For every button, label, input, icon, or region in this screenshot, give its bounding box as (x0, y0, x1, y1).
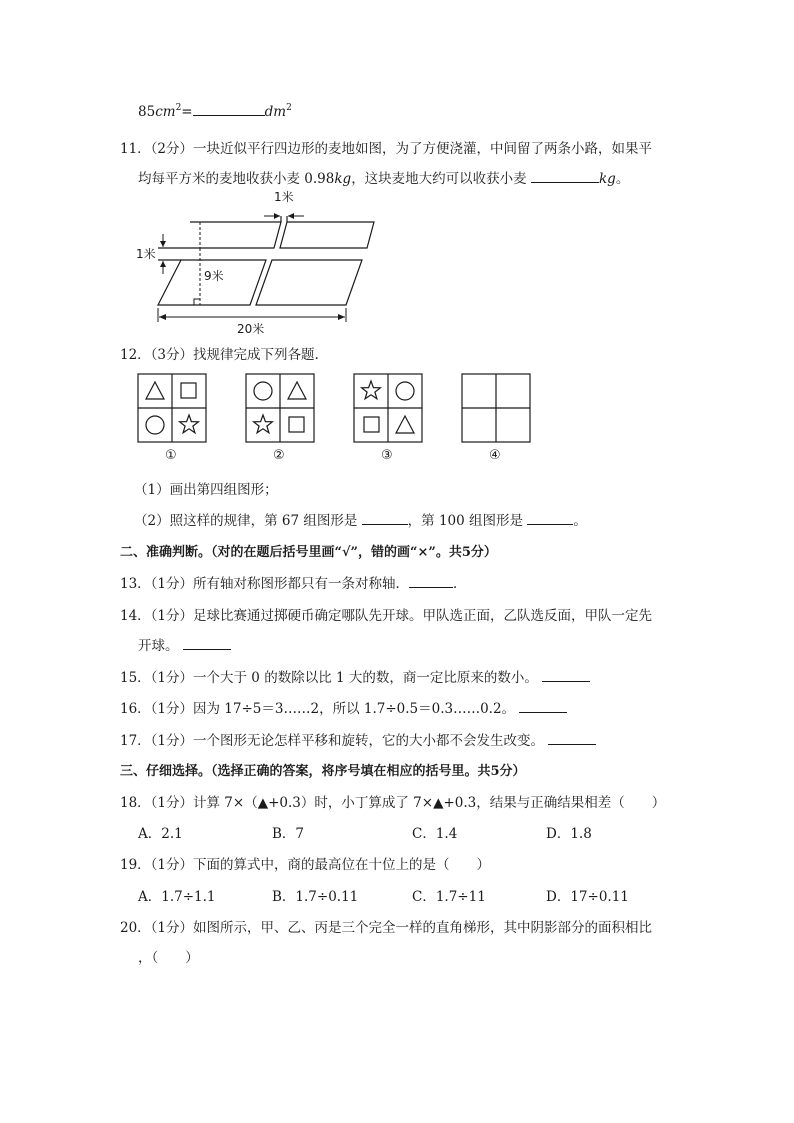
q10-unit-conversion: $85cm^2= dm^2$ (138, 103, 292, 120)
q20-line2: ，（ ） (138, 950, 199, 966)
triangle-shape (146, 382, 164, 399)
label-height: 9米 (204, 269, 224, 283)
answer-blank[interactable] (531, 170, 599, 183)
q20-line1: 20．（1分）如图所示，甲、乙、丙是三个完全一样的直角梯形，其中阴影部分的面积相比 (120, 920, 653, 936)
field-piece-bottom-right (256, 260, 362, 305)
q19-text: 19．（1分）下面的算式中，商的最高位在十位上的是（ ） (120, 857, 491, 873)
pattern-group-1 (138, 374, 206, 442)
field-piece-top-left (165, 222, 190, 248)
q19-option-a[interactable]: A．1.7÷1.1 (138, 889, 216, 905)
answer-blank[interactable] (548, 732, 596, 745)
q11-text-line2: 均每平方米的麦地收获小麦 0.98kg，这块麦地大约可以收获小麦 kg。 (138, 171, 630, 187)
q16: 16．（1分）因为 17÷5＝3……2，所以 1.7÷0.5＝0.3……0.2。 (120, 697, 567, 717)
triangle-shape (396, 416, 414, 433)
q14-line1: 14．（1分）足球比赛通过掷硬币确定哪队先开球。甲队选正面，乙队选反面，甲队一定先 (120, 608, 653, 624)
group-label-4: ④ (489, 448, 501, 463)
answer-blank[interactable] (519, 700, 567, 713)
triangle-shape (288, 382, 306, 399)
answer-blank[interactable] (362, 512, 408, 525)
label-base: 20米 (237, 322, 265, 336)
answer-blank[interactable] (193, 103, 265, 116)
q18-option-b[interactable]: B．7 (272, 826, 305, 842)
group-label-2: ② (273, 448, 285, 463)
pattern-group-4 (462, 374, 530, 442)
pattern-group-3 (354, 374, 422, 442)
q18-option-d[interactable]: D．1.8 (546, 826, 592, 842)
label-left-road-width: 1米 (136, 247, 156, 261)
section2-heading: 二、准确判断。（对的在题后括号里画“√”，错的画“×”。共5分） (120, 545, 497, 560)
q18-option-c[interactable]: C．1.4 (412, 826, 458, 842)
pattern-groups-figure (136, 373, 532, 465)
q17: 17．（1分）一个图形无论怎样平移和旋转，它的大小都不会发生改变。 (120, 729, 596, 749)
q14-line2: 开球。 (138, 634, 231, 654)
q19-option-c[interactable]: C．1.7÷11 (412, 889, 486, 905)
q12-sub2: （2）照这样的规律，第 67 组图形是 ，第 100 组图形是 。 (134, 513, 587, 529)
square-shape (289, 417, 304, 432)
q18-text: 18．（1分）计算 7×（▲+0.3）时，小丁算成了 7×▲+0.3，结果与正确结果相差（ ） (120, 795, 666, 811)
circle-shape (146, 416, 164, 434)
star-shape (254, 415, 273, 433)
right-angle-mark (194, 299, 200, 305)
field-piece-top-right (280, 222, 374, 248)
q11-text-line1: 11．（2分）一块近似平行四边形的麦地如图，为了方便浇灌，中间留了两条小路，如果平 (120, 141, 653, 157)
q19-option-d[interactable]: D．17÷0.11 (546, 889, 629, 905)
star-shape (180, 415, 199, 433)
square-shape (181, 383, 196, 398)
section3-heading: 三、仔细选择。（选择正确的答案，将序号填在相应的括号里。共5分） (120, 764, 526, 779)
answer-blank[interactable] (409, 575, 453, 588)
wheat-field-figure (134, 188, 376, 336)
q15: 15．（1分）一个大于 0 的数除以比 1 大的数，商一定比原来的数小。 (120, 666, 590, 686)
answer-blank[interactable] (542, 669, 590, 682)
q12-sub1: （1）画出第四组图形； (134, 482, 278, 498)
q18-option-a[interactable]: A．2.1 (138, 826, 183, 842)
q13: 13．（1分）所有轴对称图形都只有一条对称轴． ． (120, 576, 467, 592)
group-label-3: ③ (381, 448, 393, 463)
answer-blank[interactable] (527, 512, 573, 525)
circle-shape (396, 382, 414, 400)
square-shape (364, 417, 379, 432)
label-top-road-width: 1米 (274, 190, 294, 204)
answer-blank[interactable] (183, 637, 231, 650)
group-label-1: ① (165, 448, 177, 463)
q19-option-b[interactable]: B．1.7÷0.11 (272, 889, 359, 905)
q12-text: 12．（3分）找规律完成下列各题. (120, 347, 319, 363)
circle-shape (254, 382, 272, 400)
pattern-group-2 (246, 374, 314, 442)
field-piece-top-left (184, 222, 281, 248)
star-shape (362, 381, 381, 399)
